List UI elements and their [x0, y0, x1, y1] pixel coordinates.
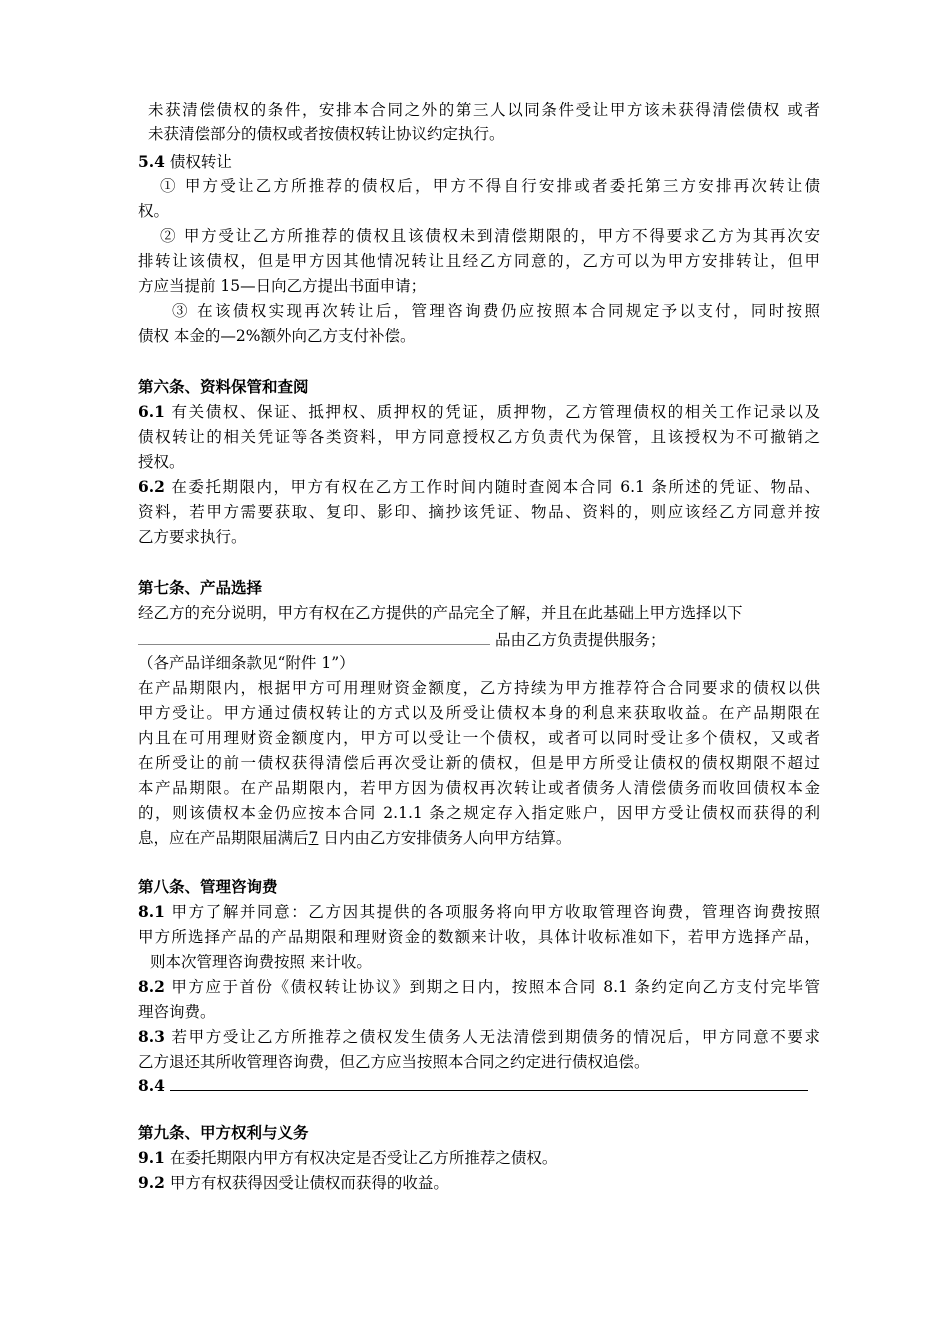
clause-number: 8.3: [138, 1027, 165, 1046]
text: 债权 本金的—2%额外向乙方支付补偿。: [138, 327, 416, 345]
text: 有关债权、保证、抵押权、质押权的凭证，质押物，乙方管理债权的相关工作记录以及: [171, 403, 820, 421]
text: ① 甲方受让乙方所推荐的债权后，甲方不得自行安排或者委托第三方安排再次转让债: [160, 177, 820, 195]
text: 甲方受让。甲方通过债权转让的方式以及所受让债权本身的利息来获取收益。在产品期限在: [138, 704, 820, 722]
section-heading-6: 第六条、资料保管和查阅: [138, 377, 309, 396]
paragraph-line: [148, 122, 505, 146]
text: ② 甲方受让乙方所推荐的债权且该债权未到清偿期限的，甲方不得要求乙方为其再次安: [160, 227, 820, 245]
text: 经乙方的充分说明，甲方有权在乙方提供的产品完全了解，并且在此基础上甲方选择以下: [138, 604, 743, 622]
paragraph-line: [138, 450, 185, 474]
text: 品由乙方负责提供服务；: [494, 631, 666, 649]
text: 息，应在产品期限届满后: [138, 829, 309, 847]
text: 在产品期限内，根据甲方可用理财资金额度，乙方持续为甲方推荐符合合同要求的债权以供: [138, 679, 820, 697]
clause-6-1: [138, 400, 820, 424]
text: 授权。: [138, 453, 185, 471]
paragraph-line: [138, 651, 355, 675]
text: 在委托期限内甲方有权决定是否受让乙方所推荐之债权。: [169, 1149, 558, 1167]
text: 未获清偿部分的债权或者按债权转让协议约定执行。: [148, 125, 505, 143]
text: 未获清偿债权的条件，安排本合同之外的第三人以同条件受让甲方该未获得清偿债权 或者: [148, 101, 820, 119]
paragraph-line: [138, 274, 426, 298]
paragraph-line: [150, 950, 372, 974]
product-blank-field[interactable]: [138, 626, 490, 645]
clause-number: 9.2: [138, 1173, 165, 1192]
paragraph-line: [138, 676, 820, 700]
text: 在委托期限内，甲方有权在乙方工作时间内随时查阅本合同 6.1 条所述的凭证、物品、: [171, 478, 820, 496]
text: 则本次管理咨询费按照 来计收。: [150, 953, 372, 971]
paragraph-line: [138, 525, 247, 549]
text: 若甲方受让乙方所推荐之债权发生债务人无法清偿到期债务的情况后，甲方同意不要求: [171, 1028, 820, 1046]
clause-9-2: [138, 1171, 449, 1195]
section-heading-9: 第九条、甲方权利与义务: [138, 1123, 309, 1142]
clause-number: 9.1: [138, 1148, 165, 1167]
text: 乙方退还其所收管理咨询费，但乙方应当按照本合同之约定进行债权追偿。: [138, 1053, 650, 1071]
paragraph-line: [138, 826, 571, 850]
text: 资料，若甲方需要获取、复印、影印、摘抄该凭证、物品、资料的，则应该经乙方同意并按: [138, 503, 820, 521]
paragraph-line: [172, 299, 820, 323]
paragraph-line: [138, 249, 820, 273]
text: 甲方有权获得因受让债权而获得的收益。: [169, 1174, 449, 1192]
text: ③ 在该债权实现再次转让后，管理咨询费仍应按照本合同规定予以支付，同时按照: [172, 302, 820, 320]
paragraph-line: [138, 776, 820, 800]
text: 内且在可用理财资金额度内，甲方可以受让一个债权，或者可以同时受让多个债权，又或者: [138, 729, 820, 747]
paragraph-line: [138, 1000, 216, 1024]
clause-number: 8.4: [138, 1076, 165, 1095]
text: （各产品详细条款见“附件 1”）: [138, 654, 355, 672]
clause-8-3: [138, 1025, 820, 1049]
clause-number: 5.4: [138, 152, 165, 171]
clause-8-4-blank-line[interactable]: [170, 1074, 808, 1091]
text: 日内由乙方安排债务人向甲方结算。: [323, 829, 572, 847]
clause-9-1: [138, 1146, 557, 1170]
text: 乙方要求执行。: [138, 528, 247, 546]
text: 的，则该债权本金仍应按本合同 2.1.1 条之规定存入指定账户，因甲方受让债权而获得的利: [138, 804, 820, 822]
text: 甲方应于首份《债权转让协议》到期之日内，按照本合同 8.1 条约定向乙方支付完毕管: [171, 978, 820, 996]
section-heading-7: 第七条、产品选择: [138, 578, 263, 597]
clause-title: 债权转让: [169, 153, 232, 171]
clause-number: 6.1: [138, 402, 165, 421]
paragraph-line: [148, 98, 820, 122]
clause-number: 8.1: [138, 902, 165, 921]
paragraph-line: [160, 224, 820, 248]
paragraph-line: [138, 751, 820, 775]
clause-8-4: [138, 1074, 808, 1098]
text: 本产品期限。在产品期限内，若甲方因为债权再次转让或者债务人清偿债务而收回债权本金: [138, 779, 820, 797]
text: 甲方了解并同意：乙方因其提供的各项服务将向甲方收取管理咨询费，管理咨询费按照: [171, 903, 820, 921]
product-selection-line: [138, 626, 665, 652]
paragraph-line: [160, 174, 820, 198]
clause-number: 8.2: [138, 977, 165, 996]
paragraph-line: [138, 801, 820, 825]
settlement-days-value: 7: [308, 829, 319, 847]
text: 方应当提前 15—日向乙方提出书面申请；: [138, 277, 427, 295]
paragraph-line: [138, 925, 820, 949]
clause-6-2: [138, 475, 820, 499]
clause-8-1: [138, 900, 820, 924]
paragraph-line: [138, 324, 416, 348]
text: 甲方所选择产品的产品期限和理财资金的数额来计收，具体计收标准如下，若甲方选择产品，: [138, 928, 820, 946]
text: 债权转让的相关凭证等各类资料，甲方同意授权乙方负责代为保管，且该授权为不可撤销之: [138, 428, 820, 446]
paragraph-line: [138, 726, 820, 750]
paragraph-line: [138, 500, 820, 524]
clause-8-2: [138, 975, 820, 999]
clause-5-4: [138, 150, 232, 174]
text: 权。: [138, 202, 170, 220]
text: 理咨询费。: [138, 1003, 216, 1021]
clause-number: 6.2: [138, 477, 165, 496]
section-heading-8: 第八条、管理咨询费: [138, 877, 278, 896]
text: 在所受让的前一债权获得清偿后再次受让新的债权，但是甲方所受让债权的债权期限不超过: [138, 754, 820, 772]
paragraph-line: [138, 601, 743, 625]
text: 排转让该债权，但是甲方因其他情况转让且经乙方同意的，乙方可以为甲方安排转让，但甲: [138, 252, 820, 270]
paragraph-line: [138, 1050, 650, 1074]
paragraph-line: [138, 701, 820, 725]
paragraph-line: [138, 425, 820, 449]
paragraph-line: [138, 199, 169, 223]
